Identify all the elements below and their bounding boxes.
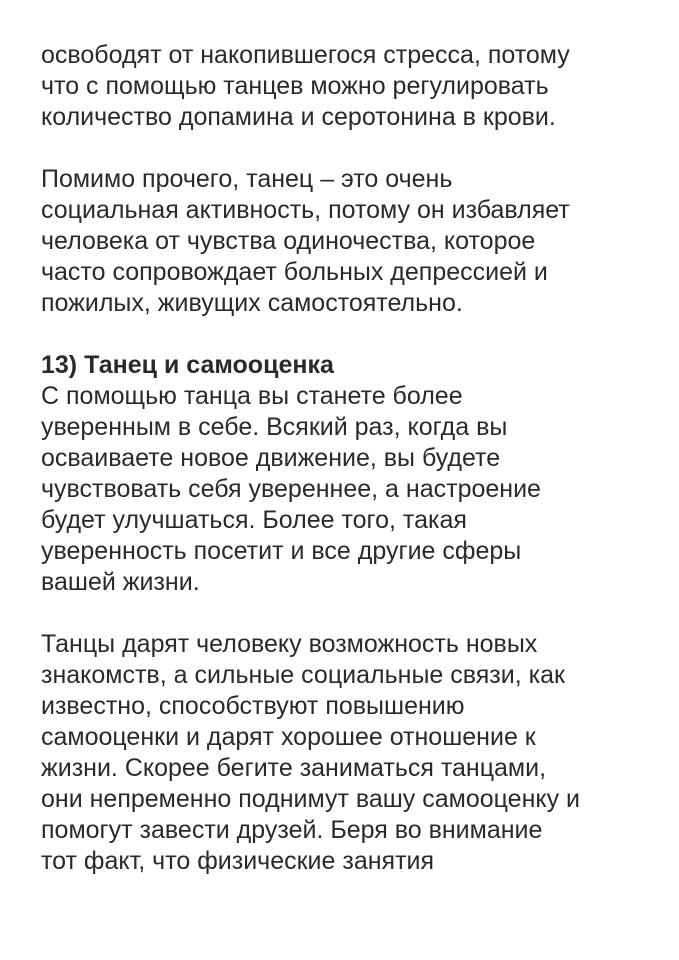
text-line: будет улучшаться. Более того, такая	[41, 506, 467, 534]
text-line: освободят от накопившегося стресса, потому	[41, 41, 570, 69]
text-line: пожилых, живущих самостоятельно.	[41, 289, 463, 317]
paragraph-social	[41, 164, 661, 319]
paragraph-spacer	[41, 133, 661, 164]
text-line: чувствовать себя увереннее, а настроение	[41, 475, 541, 503]
text-line: С помощью танца вы станете более	[41, 382, 463, 410]
text-line: человека от чувства одиночества, которое	[41, 227, 536, 255]
paragraph-acquaintances	[41, 629, 661, 877]
text-line: количество допамина и серотонина в крови.	[41, 103, 556, 131]
paragraph-spacer	[41, 598, 661, 629]
text-line: они непременно поднимут вашу самооценку и	[41, 785, 581, 813]
text-line: часто сопровождает больных депрессией и	[41, 258, 548, 286]
document-body	[41, 40, 661, 877]
text-line: помогут завести друзей. Беря во внимание	[41, 816, 543, 844]
text-line: социальная активность, потому он избавляет	[41, 196, 570, 224]
text-line: знакомств, а сильные социальные связи, как	[41, 661, 565, 689]
text-line: Помимо прочего, танец – это очень	[41, 165, 453, 193]
text-line: известно, способствуют повышению	[41, 692, 465, 720]
paragraph-spacer	[41, 319, 661, 350]
text-line: осваиваете новое движение, вы будете	[41, 444, 501, 472]
text-line: что с помощью танцев можно регулировать	[41, 72, 549, 100]
text-line: уверенность посетит и все другие сферы	[41, 537, 522, 565]
text-line: тот факт, что физические занятия	[41, 847, 435, 875]
text-line: вашей жизни.	[41, 568, 200, 596]
text-line: самооценки и дарят хорошее отношение к	[41, 723, 536, 751]
text-line: жизни. Скорее бегите заниматься танцами,	[41, 754, 547, 782]
section-heading: 13) Танец и самооценка	[41, 351, 334, 379]
text-line: уверенным в себе. Всякий раз, когда вы	[41, 413, 508, 441]
section-self-esteem	[41, 350, 661, 598]
paragraph-stress	[41, 40, 661, 133]
text-line: Танцы дарят человеку возможность новых	[41, 630, 538, 658]
